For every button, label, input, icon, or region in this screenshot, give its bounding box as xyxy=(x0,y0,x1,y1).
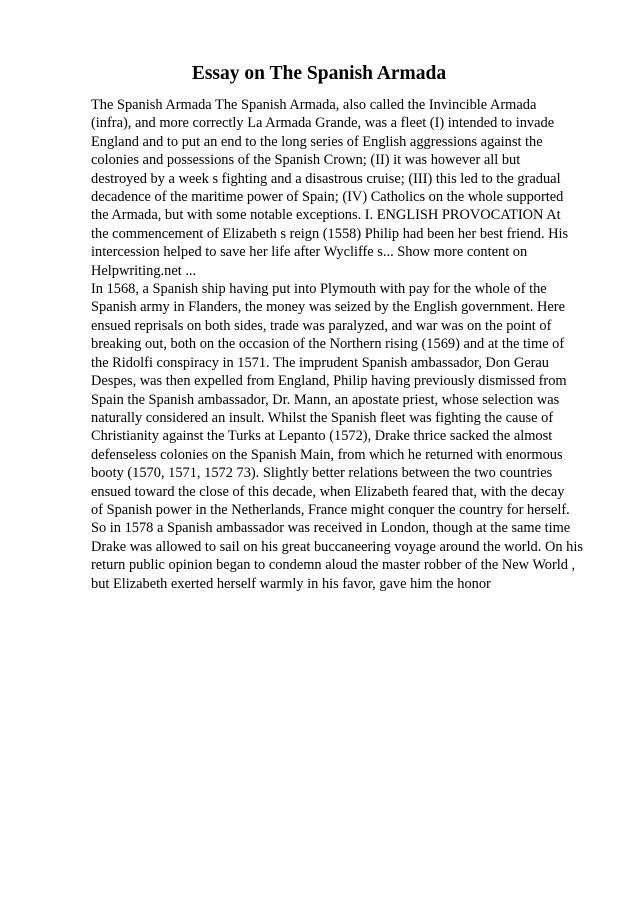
text-line: return public opinion began to condemn aloud the master robber of the New World , xyxy=(91,557,576,574)
text-line: intercession helped to save her life after Wycliffe s... Show more content on xyxy=(91,244,528,261)
text-line: colonies and possessions of the Spanish Crown; (II) it was however all but xyxy=(91,152,521,169)
text-line: naturally considered an insult. Whilst the Spanish fleet was fighting the cause of xyxy=(91,409,554,426)
text-line: Helpwriting.net ... xyxy=(91,262,197,279)
text-line: defenseless colonies on the Spanish Main, from which he returned with enormous xyxy=(91,446,563,463)
page-title: Essay on The Spanish Armada xyxy=(191,63,447,84)
text-line: England and to put an end to the long series of English aggressions against the xyxy=(91,133,543,150)
text-line: booty (1570, 1571, 1572 73). Slightly better relations between the two countries xyxy=(91,465,553,482)
text-line: Despes, was then expelled from England, Philip having previously dismissed from xyxy=(91,373,567,390)
text-line: Drake was allowed to sail on his great buccaneering voyage around the world. On his xyxy=(91,538,583,555)
text-line: destroyed by a week s fighting and a disastrous cruise; (III) this led to the gradual xyxy=(91,170,561,187)
text-line: decadence of the maritime power of Spain; (IV) Catholics on the whole supported xyxy=(91,189,564,206)
text-line: (infra), and more correctly La Armada Grande, was a fleet (I) intended to invade xyxy=(91,115,555,132)
text-line: In 1568, a Spanish ship having put into Plymouth with pay for the whole of the xyxy=(91,281,547,298)
text-line: Spanish army in Flanders, the money was seized by the English government. Here xyxy=(91,299,565,316)
text-line: So in 1578 a Spanish ambassador was received in London, though at the same time xyxy=(91,520,571,537)
text-line: of Spanish power in the Netherlands, France might conquer the country for herself. xyxy=(91,501,570,518)
text-line: Christianity against the Turks at Lepanto (1572), Drake thrice sacked the almost xyxy=(91,428,553,445)
text-line: the Armada, but with some notable exceptions. I. ENGLISH PROVOCATION At xyxy=(91,207,561,224)
text-line: ensued reprisals on both sides, trade was paralyzed, and war was on the point of xyxy=(91,317,552,334)
text-line: The Spanish Armada The Spanish Armada, also called the Invincible Armada xyxy=(91,97,537,113)
essay-body xyxy=(91,96,591,593)
text-line: Spain the Spanish ambassador, Dr. Mann, an apostate priest, whose selection was xyxy=(91,391,560,408)
text-line: but Elizabeth exerted herself warmly in his favor, gave him the honor xyxy=(91,575,491,592)
text-line: ensued toward the close of this decade, when Elizabeth feared that, with the decay xyxy=(91,483,565,500)
text-line: the Ridolfi conspiracy in 1571. The imprudent Spanish ambassador, Don Gerau xyxy=(91,354,549,371)
text-line: the commencement of Elizabeth s reign (1558) Philip had been her best friend. His xyxy=(91,225,569,242)
text-line: breaking out, both on the occasion of the Northern rising (1569) and at the time of xyxy=(91,336,565,353)
